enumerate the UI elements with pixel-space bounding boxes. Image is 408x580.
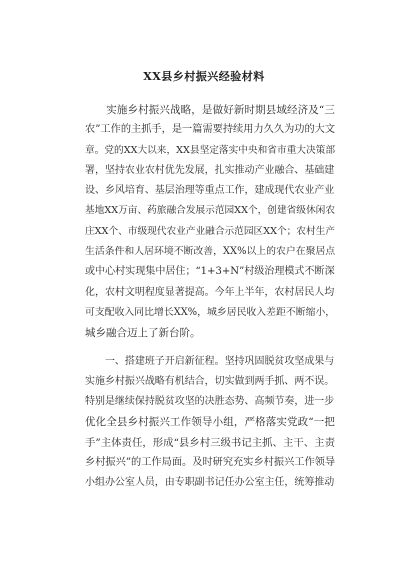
paragraph-section-one — [85, 352, 335, 494]
paragraph-intro — [85, 100, 335, 344]
text-line: 城乡融合迈上了新台阶。 — [85, 327, 201, 340]
text-line: 优化全县乡村振兴工作领导小组，严格落实党政“一把 — [85, 416, 335, 429]
text-line: 一、搭建班子开启新征程。坚持巩固脱贫攻坚成果与 — [85, 355, 335, 367]
text-line: 生活条件和人居环境不断改善，XX%以上的农户在聚居点 — [85, 246, 335, 258]
text-line: 农”工作的主抓手，是一篇需要持续用力久久为功的大文 — [85, 124, 335, 136]
text-line: 署，坚持农业农村优先发展，扎实推动产业融合、基础建 — [85, 164, 335, 176]
text-line: 或中心村实现集中居住；“1+3+N”村级治理模式不断深 — [85, 266, 335, 278]
text-line: 设、乡风培育、基层治理等重点工作，建成现代农业产业 — [85, 185, 335, 197]
document-body — [85, 100, 335, 494]
text-line: 乡村振兴”的工作局面。及时研究充实乡村振兴工作领导 — [85, 457, 335, 469]
text-line: 化，农村文明程度显著提高。今年上半年，农村居民人均 — [85, 286, 335, 298]
text-line: 特别是继续保持脱贫攻坚的决胜态势、高频节奏，进一步 — [85, 396, 335, 408]
text-line: 小组办公室人员，由专职副书记任办公室主任，统筹推动 — [85, 477, 335, 489]
text-line: 基地XX万亩、药旅融合发展示范园XX个，创建省级休闲农 — [85, 205, 335, 217]
text-line: 手”主体责任，形成“县乡村三级书记主抓、主干、主责 — [85, 436, 335, 449]
text-line: 章。党的XX大以来，XX县坚定落实中央和省市重大决策部 — [85, 144, 335, 156]
document-title: XX县乡村振兴经验材料 — [143, 70, 265, 83]
text-line: 可支配收入同比增长XX%，城乡居民收入差距不断缩小， — [85, 306, 335, 318]
text-line: 庄XX个、市级现代农业产业融合示范园区XX个；农村生产 — [85, 225, 335, 237]
text-line: 实施乡村振兴战略，是做好新时期县域经济及“三 — [85, 104, 335, 116]
text-line: 实施乡村振兴战略有机结合，切实做到两手抓、两不误。 — [85, 375, 335, 387]
